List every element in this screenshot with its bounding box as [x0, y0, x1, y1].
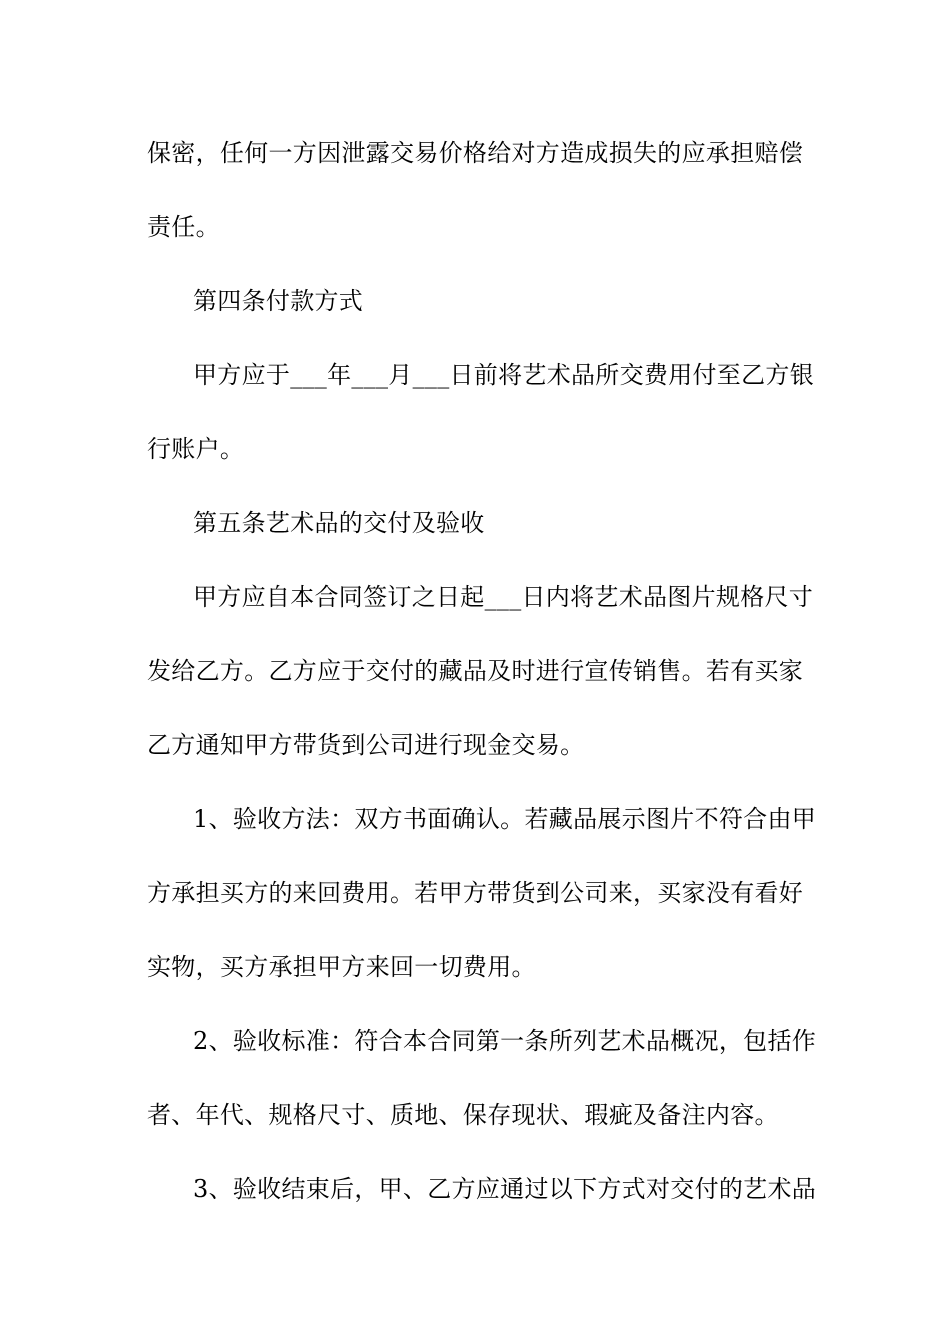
text-line: 者、年代、规格尺寸、质地、保存现状、瑕疵及备注内容。 — [147, 1101, 779, 1129]
text-line: 乙方通知甲方带货到公司进行现金交易。 — [147, 731, 585, 759]
text-line: 发给乙方。乙方应于交付的藏品及时进行宣传销售。若有买家 — [147, 657, 804, 685]
section-heading: 第五条艺术品的交付及验收 — [193, 509, 485, 537]
text-line: 责任。 — [147, 213, 220, 241]
section-heading: 第四条付款方式 — [193, 287, 364, 315]
text-line: 3、验收结束后，甲、乙方应通过以下方式对交付的艺术品 — [193, 1175, 817, 1203]
text-line: 实物，买方承担甲方来回一切费用。 — [147, 953, 536, 981]
text-line: 甲方应于___年___月___日前将艺术品所交费用付至乙方银 — [193, 361, 814, 389]
text-line: 保密，任何一方因泄露交易价格给对方造成损失的应承担赔偿 — [147, 139, 804, 167]
text-line: 2、验收标准：符合本合同第一条所列艺术品概况，包括作 — [193, 1027, 817, 1055]
text-line: 行账户。 — [147, 435, 245, 463]
text-line: 1、验收方法：双方书面确认。若藏品展示图片不符合由甲 — [193, 805, 817, 833]
text-line: 方承担买方的来回费用。若甲方带货到公司来，买家没有看好 — [147, 879, 804, 907]
text-line: 甲方应自本合同签订之日起___日内将艺术品图片规格尺寸 — [193, 583, 814, 611]
